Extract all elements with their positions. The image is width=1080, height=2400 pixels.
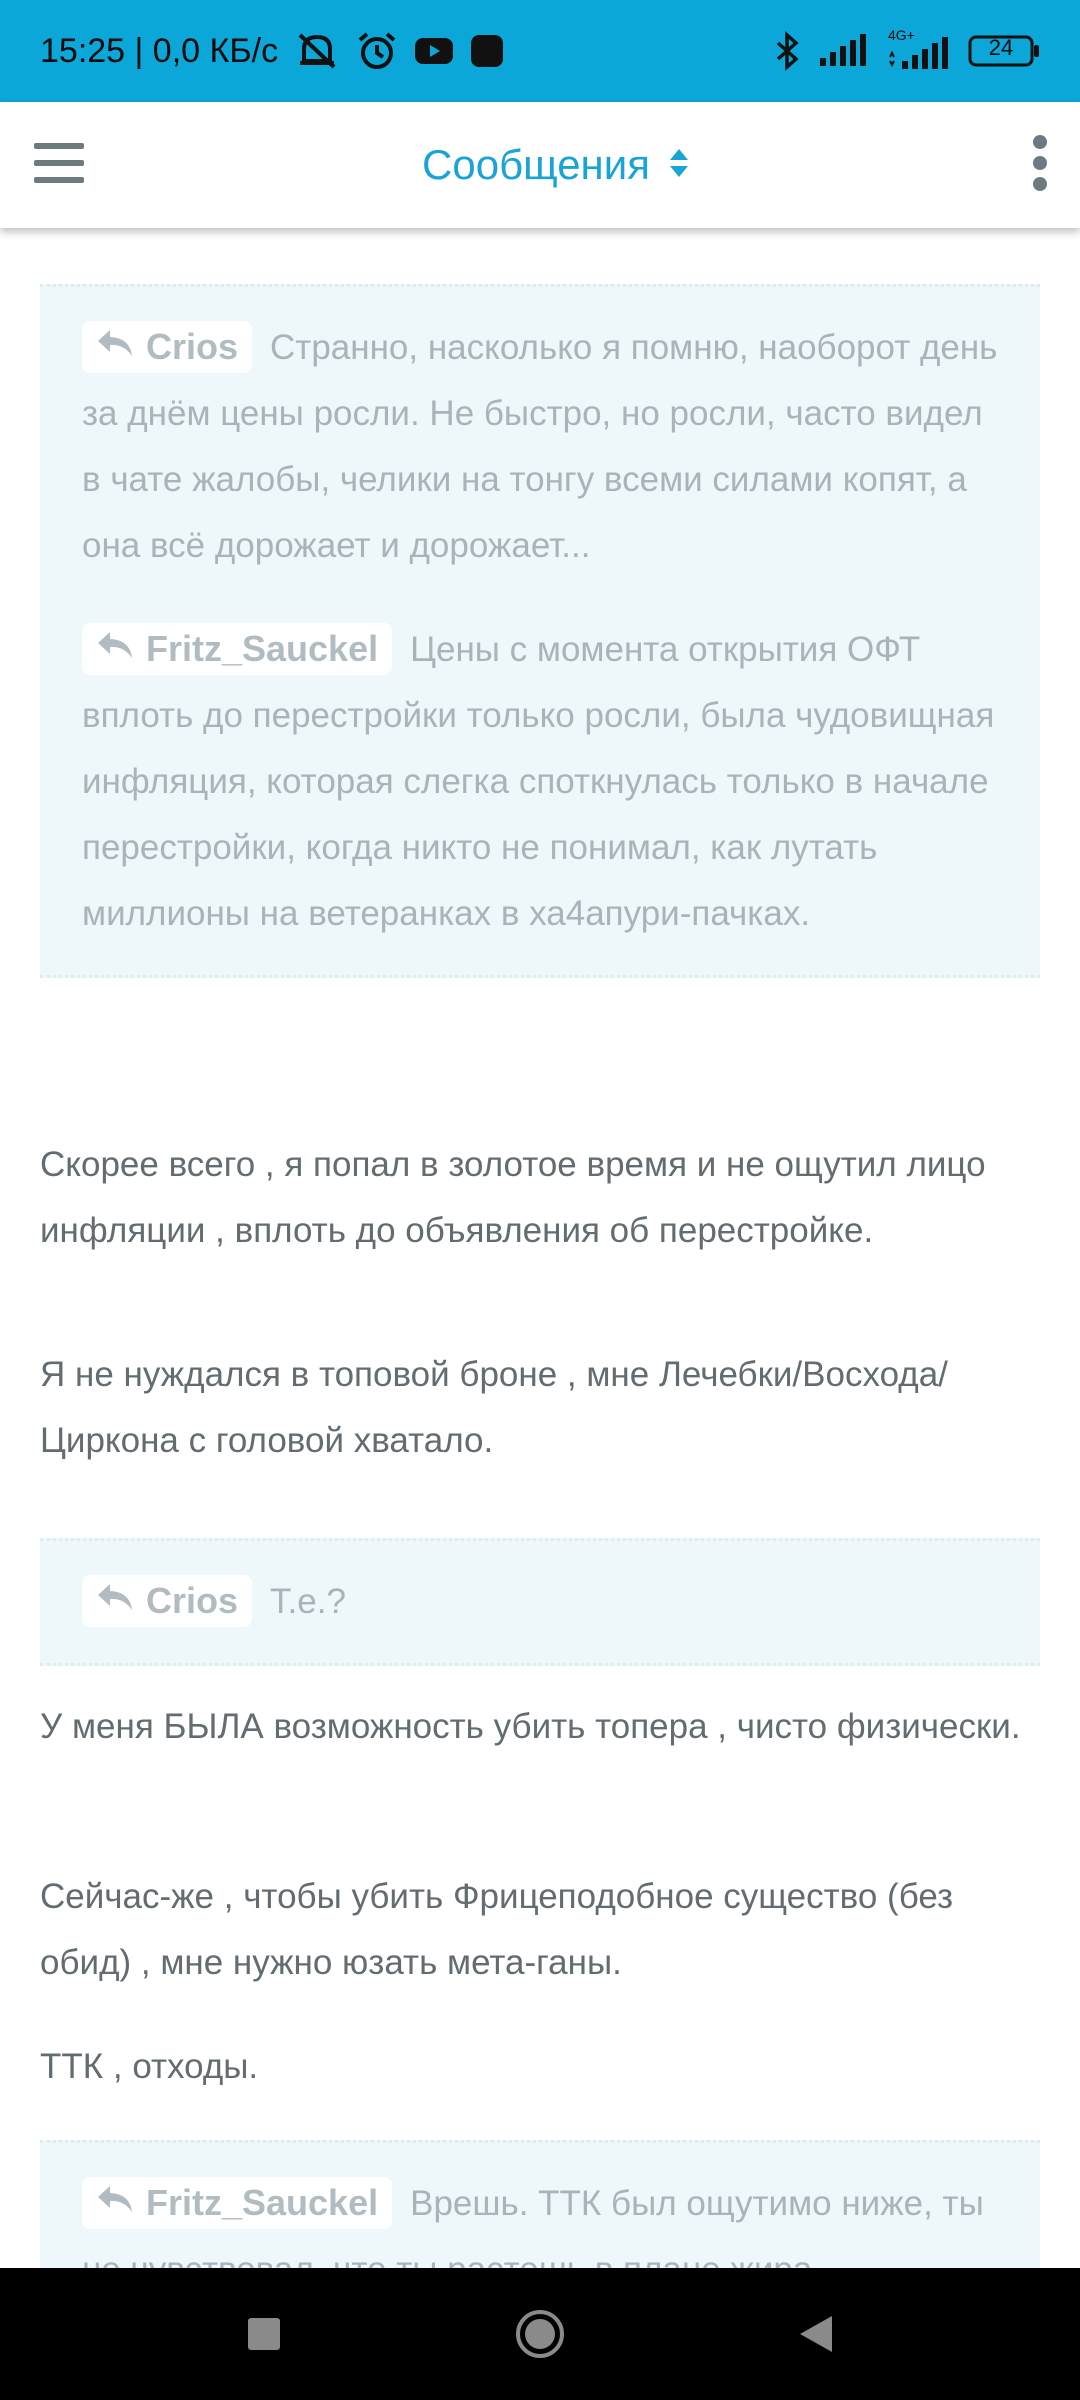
app-bar (0, 102, 1080, 228)
mute-icon (294, 31, 340, 71)
quote-author: Fritz_Sauckel (146, 2181, 379, 2223)
message-content (0, 228, 1080, 2268)
quote-author: Fritz_Sauckel (146, 627, 379, 669)
quote-text: Странно, насколько я помню, наоборот день за днём цены росли. Не быстро, но росли, часто видел в чате жалобы, челики на тонгу всеми силами копят, а она всё дорожает и дорожает... (82, 328, 998, 565)
reply-icon (96, 616, 134, 682)
quote-block (40, 1538, 1040, 1666)
quote-entry (82, 1569, 998, 1635)
quote-text: Т.е.? (270, 1582, 346, 1621)
quote-author-button[interactable] (82, 2177, 392, 2229)
menu-icon[interactable] (34, 141, 84, 190)
home-icon[interactable] (515, 2309, 565, 2359)
battery-icon (968, 33, 1040, 69)
message-paragraph: У меня БЫЛА возможность убить топера , чисто физически. (40, 1707, 1021, 1746)
status-right (772, 27, 1040, 71)
quote-author-button[interactable] (82, 1575, 252, 1627)
status-bar (0, 0, 1080, 102)
quote-entry (82, 617, 998, 947)
battery-level: 24 (988, 35, 1014, 60)
app-icon (470, 34, 504, 68)
message-paragraph: ТТК , отходы. (40, 2047, 259, 2086)
quote-author: Crios (146, 325, 239, 367)
message-paragraph: Скорее всего , я попал в золотое время и не ощутил лицо инфляции , вплоть до объявления об перестройке. (40, 1145, 986, 1250)
message-paragraph: Я не нуждался в топовой броне , мне Лечебки/Восхода/Циркона с головой хватало. (40, 1355, 948, 1460)
bluetooth-icon (772, 31, 802, 71)
quote-author: Crios (146, 1579, 239, 1621)
quote-text: Врешь. ТТК был ощутимо ниже, ты (410, 2184, 984, 2223)
quote-text: Цены с момента открытия ОФТ вплоть до перестройки только росли, была чудовищная инфляция, которая слегка споткнулась только в начале перестройки, когда никто не понимал, как лутать миллионы на ветеранках в ха4апури-пачках. (82, 630, 995, 933)
navigation-bar (0, 2268, 1080, 2400)
status-left (40, 30, 504, 72)
quote-author-button[interactable] (82, 623, 392, 675)
recents-icon[interactable] (246, 2316, 282, 2352)
signal-icon (818, 34, 870, 68)
message-paragraph: Сейчас-же , чтобы убить Фрицеподобное существо (без обид) , мне нужно юзать мета-ганы. (40, 1877, 954, 1982)
reply-icon (96, 314, 134, 380)
quote-author-button[interactable] (82, 321, 252, 373)
sort-icon (668, 145, 690, 186)
more-vert-icon[interactable] (1028, 134, 1052, 197)
alarm-icon (356, 30, 398, 72)
page-title: Сообщения (422, 141, 650, 188)
reply-icon (96, 2170, 134, 2236)
youtube-icon (414, 35, 454, 67)
quote-entry (82, 315, 998, 579)
network-type: 4G+ (888, 27, 915, 43)
quote-block (40, 284, 1040, 978)
title-dropdown[interactable] (422, 141, 690, 189)
back-icon[interactable] (798, 2314, 834, 2354)
signal-4g-icon (886, 27, 952, 71)
status-time-speed: 15:25 | 0,0 КБ/с (40, 31, 279, 70)
reply-icon (96, 1568, 134, 1634)
